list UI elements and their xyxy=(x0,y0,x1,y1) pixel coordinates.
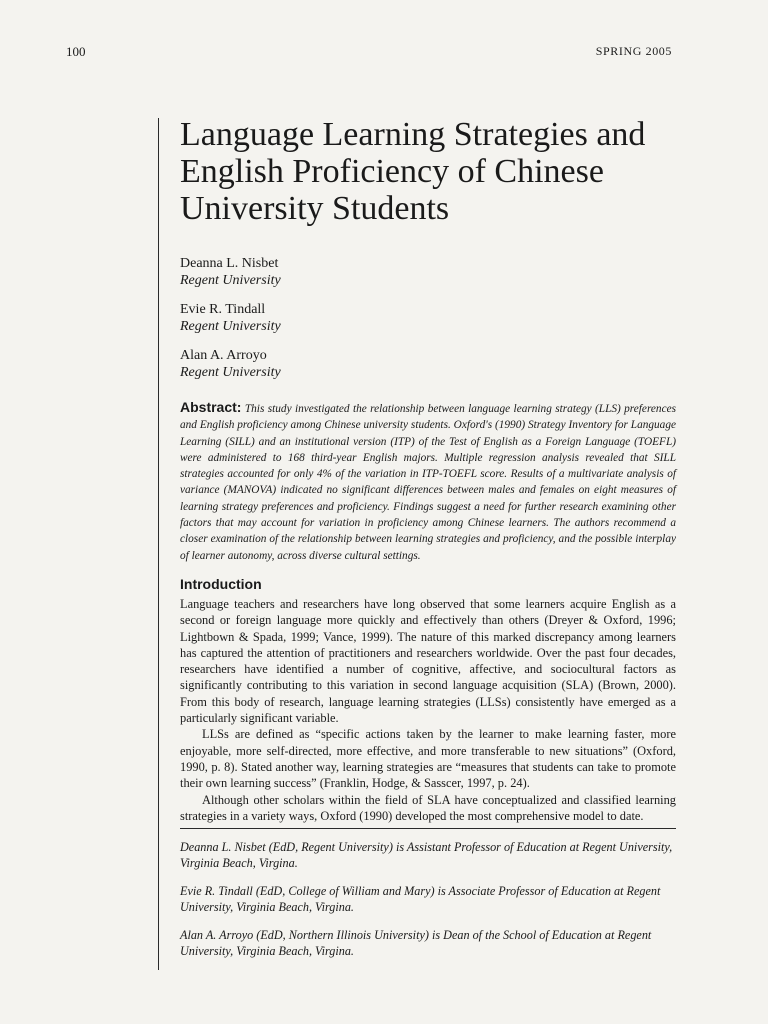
article-title: Language Learning Strategies and English Proficiency of Chinese University Students xyxy=(180,116,646,227)
abstract-label: Abstract: xyxy=(180,399,242,415)
author-footnote: Deanna L. Nisbet (EdD, Regent University) is Assistant Professor of Education at Regent University, Virginia Beach, Virgina. xyxy=(180,840,673,871)
section-heading-introduction: Introduction xyxy=(180,575,262,592)
author-affiliation: Regent University xyxy=(180,365,281,380)
running-head: SPRING 2005 xyxy=(595,44,672,58)
author-affiliation: Regent University xyxy=(180,319,281,334)
author-list xyxy=(180,255,676,381)
body-paragraph: Although other scholars within the field of SLA have conceptualized and classified learning strategies in a variety ways, Oxford (1990) developed the most comprehensive model to date. xyxy=(180,792,676,823)
body-paragraph: Language teachers and researchers have long observed that some learners acquire English as a second or foreign language more quickly and effectively than others (Dreyer & Oxford, 1996; Lightbown & Spada, 1999; Vance, 1999). The nature of this marked discrepancy among learners has captured the attention of practitioners and researchers worldwide. Over the past four decades, researchers have identified a number of cognitive, affective, and sociocultural factors as significantly contributing to this variation in second language acquisition (SLA) (Brown, 2000). From this body of research, language learning strategies (LLSs) consistently have emerged as a particularly significant variable. xyxy=(180,596,676,726)
body-paragraph: LLSs are defined as “specific actions taken by the learner to make learning faster, more enjoyable, more self-directed, more effective, and more transferable to new situations” (Oxford, 1990, p. 8). Stated another way, learning strategies are “measures that students can take to promote their own learning success” (Franklin, Hodge, & Sasscer, 1997, p. 24). xyxy=(180,727,676,791)
abstract-text: This study investigated the relationship between language learning strategy (LLS) preferences and English proficiency among Chinese university students. Oxford's (1990) Strategy Inventory for Language Learning (SILL) and an institutional version (ITP) of the Test of English as a Foreign Language (TOEFL) were administered to 168 third-year English majors. Multiple regression analysis revealed that SILL strategies accounted for only 4% of the variation in ITP-TOEFL score. Results of a multivariate analysis of variance (MANOVA) indicated no significant differences between males and females on eight measures of learning strategy preferences and proficiency. Findings suggest a need for further research examining other factors that may account for variation in proficiency among Chinese learners. The authors recommend a closer examination of the relationship between learning strategies and proficiency, and the possible interplay of learner autonomy, across diverse cultural settings. xyxy=(180,403,677,562)
author-affiliation: Regent University xyxy=(180,273,281,288)
author-footnote: Evie R. Tindall (EdD, College of William and Mary) is Associate Professor of Education at Regent University, Virginia Beach, Virgina. xyxy=(180,884,661,915)
author-footnote: Alan A. Arroyo (EdD, Northern Illinois University) is Dean of the School of Education at Regent University, Virginia Beach, Virgina. xyxy=(180,928,652,959)
page-number: 100 xyxy=(66,44,86,59)
author-name: Evie R. Tindall xyxy=(180,302,266,317)
article-body xyxy=(180,116,676,971)
footnote-divider xyxy=(180,828,676,829)
margin-rule xyxy=(158,118,159,970)
abstract xyxy=(180,399,676,564)
author-name: Deanna L. Nisbet xyxy=(180,256,279,271)
author-name: Alan A. Arroyo xyxy=(180,348,267,363)
author-entry xyxy=(180,347,676,381)
author-entry xyxy=(180,255,676,289)
author-entry xyxy=(180,301,676,335)
